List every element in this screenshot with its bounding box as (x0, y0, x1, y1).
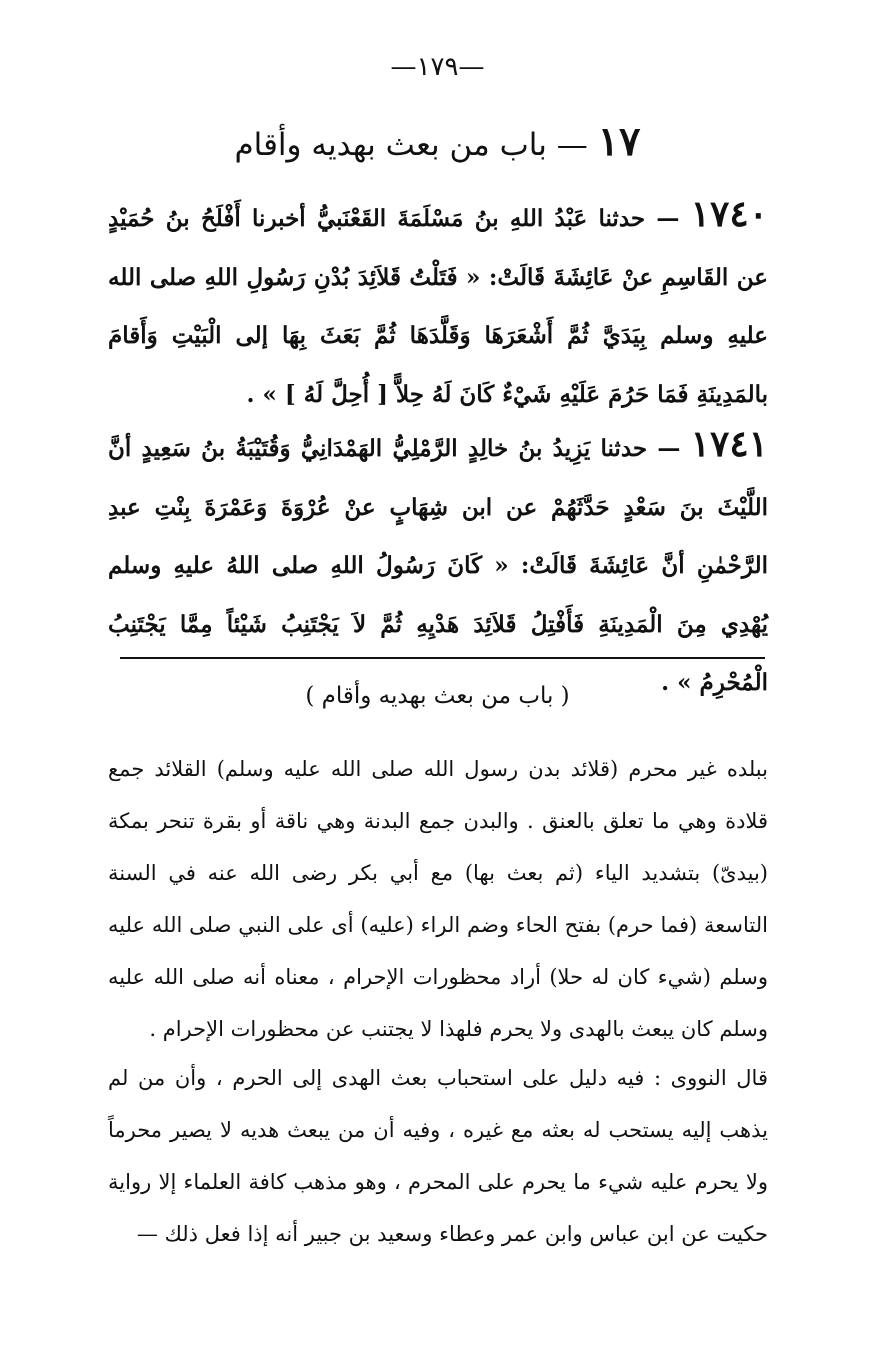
hadith-number: ١٧٤٠ (690, 193, 768, 235)
hadith-1741 (108, 415, 768, 713)
hadith-1740 (108, 185, 768, 424)
chapter-title: — باب من بعث بهديه وأقام (234, 127, 588, 163)
section-divider (120, 657, 765, 659)
hadith-number: ١٧٤١ (690, 423, 768, 465)
hadith-text: — حدثنا يَزِيدُ بنُ خالِدٍ الرَّمْلِيُّ الهَمْدَانِيُّ وَقُتَيْبَةُ بنُ سَعِيدٍ أنَّ اللَّيْثَ بنَ سَعْدٍ حَدَّثَهُمْ عن ابن شِهَابٍ عنْ عُرْوَةَ وَعَمْرَةَ بِنْتِ عبدِ الرَّحْمٰنِ أنَّ عَائِشَةَ قَالَتْ: « كَانَ رَسُولُ اللهِ صلى اللهُ عليهِ وسلم يُهْدِي مِنَ الْمَدِينَةِ فَأَفْتِلُ قَلاَئِدَ هَدْيِهِ ثُمَّ لاَ يَجْتَنِبُ شَيْئاً مِمَّا يَجْتَنِبُ الْمُحْرِمُ » . (108, 435, 768, 696)
chapter-heading (0, 118, 875, 165)
page-number: —١٧٩— (390, 52, 485, 82)
hadith-text: — حدثنا عَبْدُ اللهِ بنُ مَسْلَمَةَ القَعْنَبيُّ أخبرنا أَفْلَحُ بنُ حُمَيْدٍ عن القَاسِمِ عنْ عَائِشَةَ قَالَتْ: « فَتَلْتُ قَلاَئِدَ بُدْنِ رَسُولِ اللهِ صلى الله عليهِ وسلم بِيَدَيَّ ثُمَّ أَشْعَرَهَا وَقَلَّدَهَا ثُمَّ بَعَثَ بِهَا إلى الْبَيْتِ وَأَقامَ بالمَدِينَةِ فَمَا حَرُمَ عَلَيْهِ شَيْءٌ كَانَ لَهُ حِلاًّ [ أُحِلَّ لَهُ ] » . (108, 205, 768, 408)
commentary-paragraph: ببلده غير محرم (قلائد بدن رسول الله صلى الله عليه وسلم) القلائد جمع قلادة وهي ما تعلق بالعنق . والبدن جمع البدنة وهي ناقة أو بقرة تنحر بمكة (بيدىّ) بتشديد الياء (ثم بعث بها) مع أبي بكر رضى الله عنه في السنة التاسعة (فما حرم) بفتح الحاء وضم الراء (عليه) أى على النبي صلى الله عليه وسلم (شيء كان له حلا) أراد محظورات الإحرام ، معناه أنه صلى الله عليه وسلم كان يبعث بالهدى ولا يحرم فلهذا لا يجتنب عن محظورات الإحرام . (108, 757, 768, 1041)
chapter-number: ١٧ (597, 118, 641, 165)
commentary-paragraph: قال النووى : فيه دليل على استحباب بعث الهدى إلى الحرم ، وأن من لم يذهب إليه يستحب له بعثه مع غيره ، وفيه أن من يبعث هديه لا يصير محرماً ولا يحرم عليه شيء ما يحرم على المحرم ، وهو مذهب كافة العلماء إلا رواية حكيت عن ابن عباس وابن عمر وعطاء وسعيد بن جبير أنه إذا فعل ذلك — (108, 1066, 768, 1246)
commentary-title: ( باب من بعث بهديه وأقام ) (305, 683, 570, 709)
